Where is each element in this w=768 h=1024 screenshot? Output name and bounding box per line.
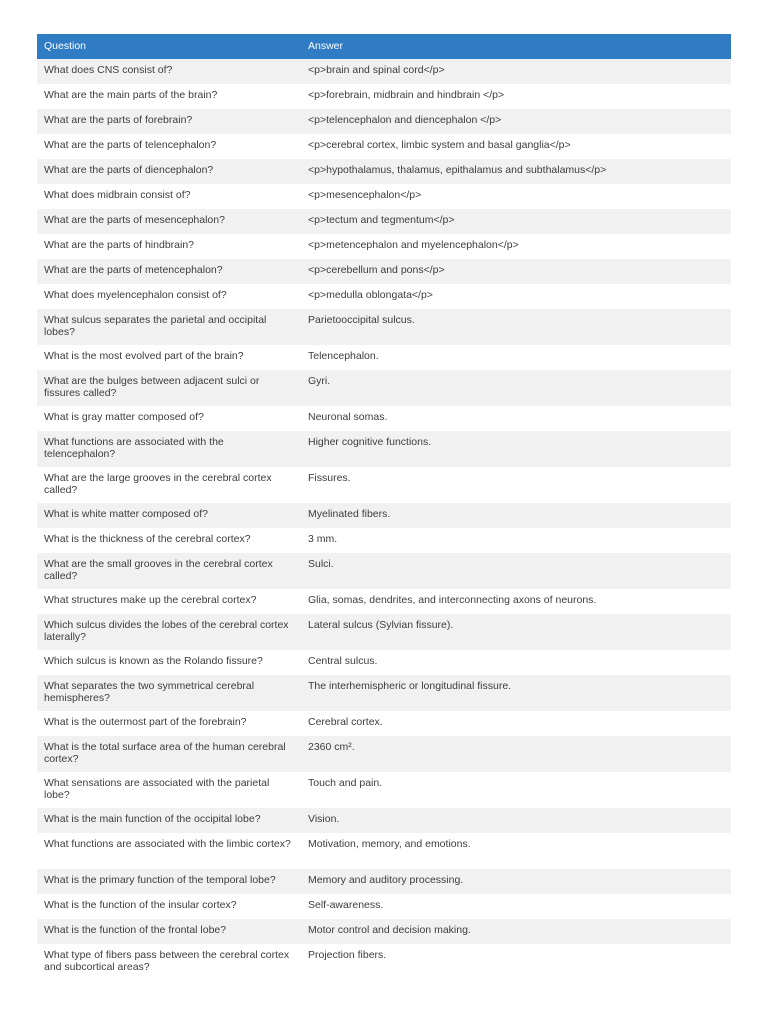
answer-cell: Gyri. xyxy=(301,370,731,406)
table-row xyxy=(37,234,731,259)
table-row xyxy=(37,184,731,209)
answer-cell: Neuronal somas. xyxy=(301,406,731,431)
table-row xyxy=(37,406,731,431)
table-row xyxy=(37,134,731,159)
table-row xyxy=(37,259,731,284)
answer-cell: Projection fibers. xyxy=(301,944,731,980)
answer-cell: Telencephalon. xyxy=(301,345,731,370)
question-cell: What functions are associated with the limbic cortex? xyxy=(37,833,301,869)
header-row xyxy=(37,34,731,59)
table-row xyxy=(37,159,731,184)
table-header xyxy=(37,34,731,59)
answer-cell: Motivation, memory, and emotions. xyxy=(301,833,731,869)
question-cell: What is the primary function of the temporal lobe? xyxy=(37,869,301,894)
table-row xyxy=(37,503,731,528)
question-cell: What does midbrain consist of? xyxy=(37,184,301,209)
question-cell: What is the main function of the occipital lobe? xyxy=(37,808,301,833)
question-cell: What sensations are associated with the parietal lobe? xyxy=(37,772,301,808)
answer-cell: Central sulcus. xyxy=(301,650,731,675)
table-row xyxy=(37,736,731,772)
answer-cell: <p>cerebellum and pons</p> xyxy=(301,259,731,284)
question-cell: What does CNS consist of? xyxy=(37,59,301,84)
table-row xyxy=(37,370,731,406)
question-cell: What are the small grooves in the cerebral cortex called? xyxy=(37,553,301,589)
table-row xyxy=(37,59,731,84)
table-row xyxy=(37,944,731,980)
answer-cell: 3 mm. xyxy=(301,528,731,553)
question-cell: What are the parts of diencephalon? xyxy=(37,159,301,184)
question-cell: What are the main parts of the brain? xyxy=(37,84,301,109)
table-row xyxy=(37,614,731,650)
table-row xyxy=(37,553,731,589)
table-row xyxy=(37,772,731,808)
question-cell: What functions are associated with the telencephalon? xyxy=(37,431,301,467)
answer-cell: <p>telencephalon and diencephalon </p> xyxy=(301,109,731,134)
question-cell: What are the parts of forebrain? xyxy=(37,109,301,134)
question-cell: What structures make up the cerebral cortex? xyxy=(37,589,301,614)
question-cell: What is gray matter composed of? xyxy=(37,406,301,431)
question-cell: What are the bulges between adjacent sulci or fissures called? xyxy=(37,370,301,406)
question-cell: What is the outermost part of the forebrain? xyxy=(37,711,301,736)
answer-cell: <p>metencephalon and myelencephalon</p> xyxy=(301,234,731,259)
question-cell: What does myelencephalon consist of? xyxy=(37,284,301,309)
table-row xyxy=(37,309,731,345)
table-row xyxy=(37,650,731,675)
question-cell: What are the parts of telencephalon? xyxy=(37,134,301,159)
answer-cell: Lateral sulcus (Sylvian fissure). xyxy=(301,614,731,650)
qa-table xyxy=(37,34,731,980)
answer-cell: Self-awareness. xyxy=(301,894,731,919)
table-row xyxy=(37,869,731,894)
answer-cell: <p>mesencephalon</p> xyxy=(301,184,731,209)
table-row xyxy=(37,833,731,869)
answer-cell: Fissures. xyxy=(301,467,731,503)
answer-cell: Touch and pain. xyxy=(301,772,731,808)
question-cell: What are the parts of hindbrain? xyxy=(37,234,301,259)
question-cell: What is the function of the frontal lobe? xyxy=(37,919,301,944)
question-cell: What sulcus separates the parietal and occipital lobes? xyxy=(37,309,301,345)
question-cell: What is the total surface area of the human cerebral cortex? xyxy=(37,736,301,772)
question-cell: What is the most evolved part of the brain? xyxy=(37,345,301,370)
table-row xyxy=(37,808,731,833)
answer-cell: <p>cerebral cortex, limbic system and basal ganglia</p> xyxy=(301,134,731,159)
answer-cell: Vision. xyxy=(301,808,731,833)
answer-cell: Glia, somas, dendrites, and interconnecting axons of neurons. xyxy=(301,589,731,614)
answer-cell: Memory and auditory processing. xyxy=(301,869,731,894)
table-row xyxy=(37,345,731,370)
question-cell: What separates the two symmetrical cerebral hemispheres? xyxy=(37,675,301,711)
table-row xyxy=(37,919,731,944)
answer-column-header: Answer xyxy=(301,34,731,59)
question-cell: What are the parts of mesencephalon? xyxy=(37,209,301,234)
question-cell: Which sulcus is known as the Rolando fissure? xyxy=(37,650,301,675)
question-cell: What is the function of the insular cortex? xyxy=(37,894,301,919)
table-row xyxy=(37,894,731,919)
question-column-header: Question xyxy=(37,34,301,59)
table-row xyxy=(37,209,731,234)
answer-cell: 2360 cm². xyxy=(301,736,731,772)
table-row xyxy=(37,109,731,134)
table-row xyxy=(37,589,731,614)
answer-cell: Sulci. xyxy=(301,553,731,589)
answer-cell: The interhemispheric or longitudinal fissure. xyxy=(301,675,731,711)
question-cell: What are the parts of metencephalon? xyxy=(37,259,301,284)
table-row xyxy=(37,675,731,711)
table-body xyxy=(37,59,731,980)
answer-cell: <p>tectum and tegmentum</p> xyxy=(301,209,731,234)
answer-cell: Motor control and decision making. xyxy=(301,919,731,944)
answer-cell: Myelinated fibers. xyxy=(301,503,731,528)
answer-cell: <p>brain and spinal cord</p> xyxy=(301,59,731,84)
answer-cell: <p>forebrain, midbrain and hindbrain </p> xyxy=(301,84,731,109)
answer-cell: Parietooccipital sulcus. xyxy=(301,309,731,345)
table-row xyxy=(37,711,731,736)
answer-cell: <p>hypothalamus, thalamus, epithalamus and subthalamus</p> xyxy=(301,159,731,184)
table-row xyxy=(37,431,731,467)
question-cell: What are the large grooves in the cerebral cortex called? xyxy=(37,467,301,503)
table-row xyxy=(37,467,731,503)
table-row xyxy=(37,528,731,553)
table-row xyxy=(37,84,731,109)
question-cell: What is the thickness of the cerebral cortex? xyxy=(37,528,301,553)
answer-cell: <p>medulla oblongata</p> xyxy=(301,284,731,309)
answer-cell: Higher cognitive functions. xyxy=(301,431,731,467)
table-row xyxy=(37,284,731,309)
question-cell: What type of fibers pass between the cerebral cortex and subcortical areas? xyxy=(37,944,301,980)
question-cell: What is white matter composed of? xyxy=(37,503,301,528)
answer-cell: Cerebral cortex. xyxy=(301,711,731,736)
question-cell: Which sulcus divides the lobes of the cerebral cortex laterally? xyxy=(37,614,301,650)
